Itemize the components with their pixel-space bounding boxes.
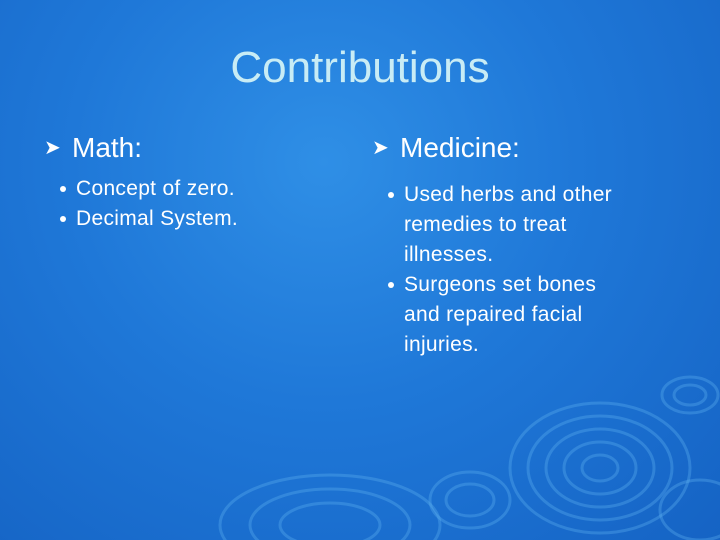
list-item (386, 180, 626, 270)
medicine-heading-row (372, 130, 672, 166)
math-column (44, 130, 344, 234)
list-item-text: Used herbs and other remedies to treat illnesses. (404, 183, 612, 266)
dot-bullet-icon (386, 180, 404, 210)
dot-bullet-icon (386, 270, 404, 300)
math-heading-row (44, 130, 344, 166)
arrow-bullet-icon: ➤ (372, 137, 389, 159)
dot-bullet-icon (58, 174, 76, 204)
medicine-list (372, 180, 672, 360)
list-item-text: Concept of zero. (76, 177, 235, 200)
math-heading: Math: (72, 132, 143, 163)
list-item-text: Surgeons set bones and repaired facial injuries. (404, 273, 597, 356)
list-item (58, 204, 344, 234)
list-item-text: Decimal System. (76, 207, 239, 230)
list-item (386, 270, 626, 360)
math-list (44, 174, 344, 234)
list-item (58, 174, 344, 204)
medicine-heading: Medicine: (400, 132, 520, 163)
medicine-column (372, 130, 672, 360)
dot-bullet-icon (58, 204, 76, 234)
arrow-bullet-icon: ➤ (44, 137, 61, 159)
slide-title: Contributions (230, 43, 490, 92)
